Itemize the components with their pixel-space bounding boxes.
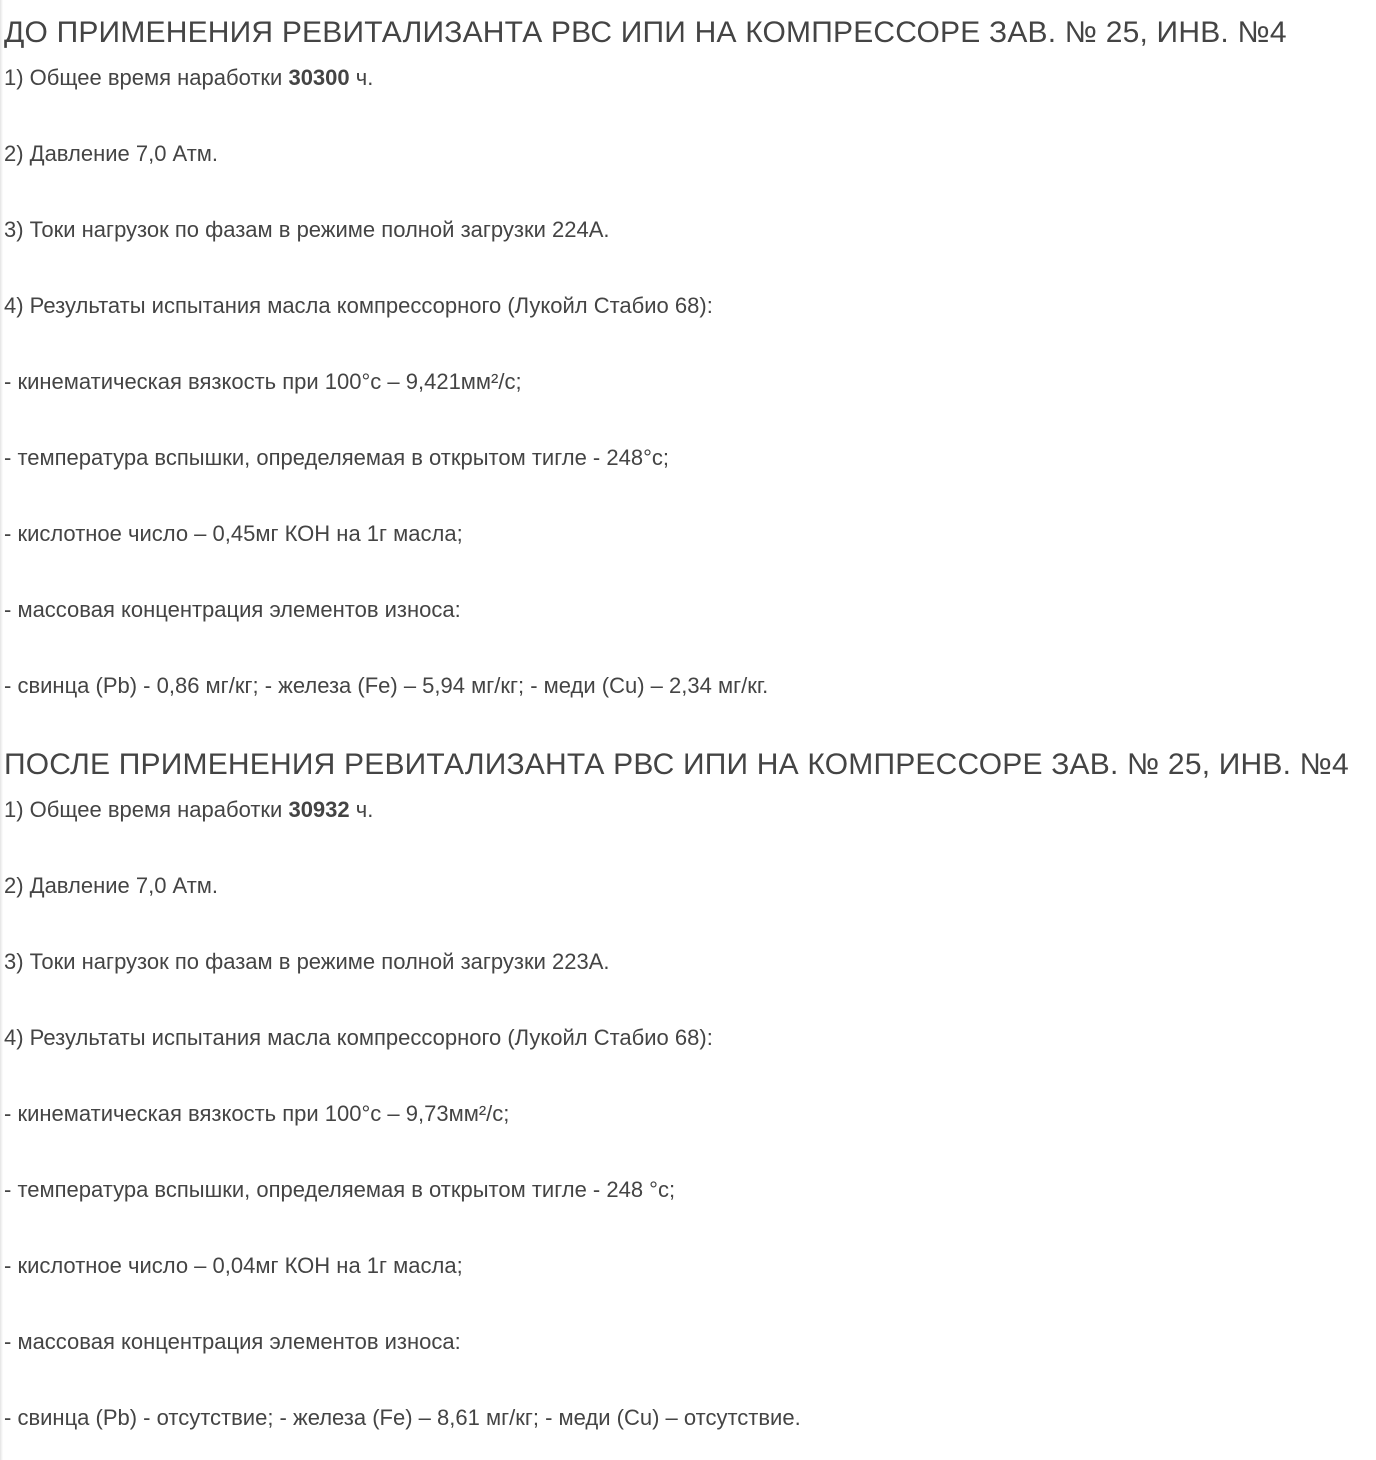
currents-item: 3) Токи нагрузок по фазам в режиме полной загрузки 223А. [4, 949, 610, 974]
acid-number-item: - кислотное число – 0,45мг КОН на 1г масла; [4, 521, 463, 546]
wear-values-item: - свинца (Pb) - 0,86 мг/кг; - железа (Fe) – 5,94 мг/кг; - меди (Cu) – 2,34 мг/кг. [4, 673, 769, 698]
oil-tests-item: 4) Результаты испытания масла компрессорного (Лукойл Стабио 68): [4, 293, 713, 318]
wear-title-item: - массовая концентрация элементов износа: [4, 597, 461, 622]
flash-point-item: - температура вспышки, определяемая в открытом тигле - 248°с; [4, 445, 669, 470]
section-before-heading: ДО ПРИМЕНЕНИЯ РЕВИТАЛИЗАНТА РВС ИПИ НА КОМПРЕССОРЕ ЗАВ. № 25, ИНВ. №4 [4, 16, 1287, 49]
acid-number-item: - кислотное число – 0,04мг КОН на 1г масла; [4, 1253, 463, 1278]
viscosity-item: - кинематическая вязкость при 100°с – 9,73мм²/с; [4, 1101, 510, 1126]
oil-tests-item: 4) Результаты испытания масла компрессорного (Лукойл Стабио 68): [4, 1025, 713, 1050]
runtime-label: 1) Общее время наработки [4, 65, 289, 90]
section-after-heading: ПОСЛЕ ПРИМЕНЕНИЯ РЕВИТАЛИЗАНТА РВС ИПИ НА КОМПРЕССОРЕ ЗАВ. № 25, ИНВ. №4 [4, 748, 1349, 781]
pressure-item: 2) Давление 7,0 Атм. [4, 873, 219, 898]
runtime-value: 30300 [288, 65, 350, 90]
viscosity-item: - кинематическая вязкость при 100°с – 9,421мм²/с; [4, 369, 522, 394]
currents-item: 3) Токи нагрузок по фазам в режиме полной загрузки 224А. [4, 217, 610, 242]
runtime-item [0, 63, 1376, 93]
section-before-list [0, 63, 1376, 701]
section-before [0, 14, 1376, 701]
wear-title-item: - массовая концентрация элементов износа: [4, 1329, 461, 1354]
flash-point-item: - температура вспышки, определяемая в открытом тигле - 248 °с; [4, 1177, 676, 1202]
runtime-value: 30932 [288, 797, 350, 822]
runtime-unit: ч. [349, 65, 374, 90]
runtime-item [0, 795, 1376, 825]
wear-values-item: - свинца (Pb) - отсутствие; - железа (Fe) – 8,61 мг/кг; - меди (Cu) – отсутствие. [4, 1405, 801, 1430]
runtime-label: 1) Общее время наработки [4, 797, 289, 822]
section-after-list [0, 795, 1376, 1433]
pressure-item: 2) Давление 7,0 Атм. [4, 141, 219, 166]
section-after [0, 746, 1376, 1433]
runtime-unit: ч. [349, 797, 374, 822]
